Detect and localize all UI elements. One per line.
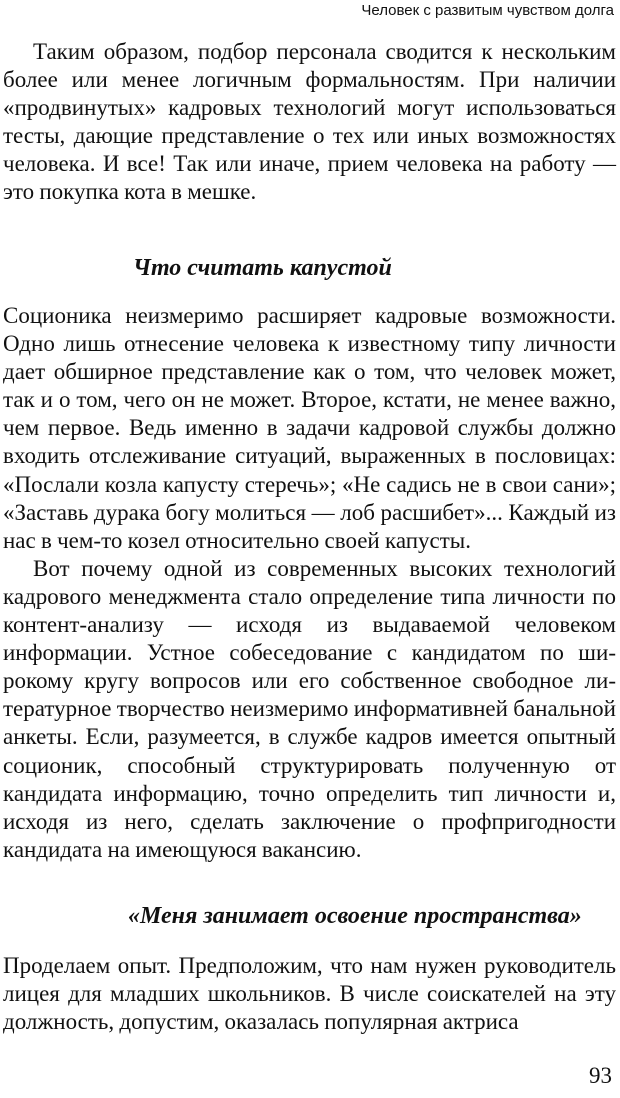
page-number: 93 [589,1063,612,1088]
section-text-block [3,302,616,864]
intro-text-block [3,38,616,207]
running-head: Человек с развитым чувством долга [361,2,614,19]
paragraph: Соционика неизмеримо расширяет кадровые возможности. Одно лишь отнесение человека к известному типу личности дает обширное представление как о том, что человек может, так и о том, чего он не может. Второе, кстати, не менее важно, чем первое. Ведь именно в задачи кадровой службы должно входить отслеживание ситуаций, выраженных в пословицах: «Послали козла капусту стеречь»; «Не садись не в свои сани»; «Заставь дурака богу молиться — лоб расшибет»... Каждый из нас в чем-то козел относительно своей капусты. [3,303,616,553]
section-heading: Что считать капустой [133,255,392,281]
paragraph: Проделаем опыт. Предположим, что нам нужен руководитель лицея для младших школьников. В числе соискателей на эту должность, допустим, оказалась популярная актриса [3,953,616,1035]
paragraph: Таким образом, подбор персонала сводится к нескольким более или менее логичным формальностям. При наличии «продвинутых» кадровых технологий могут использоваться тесты, дающие представление о тех или иных возможностях человека. И все! Так или иначе, прием человека на работу — это покупка кота в мешке. [3,39,616,205]
section-text-block [3,952,616,1036]
section-heading: «Меня занимает освоение пространства» [128,903,582,929]
paragraph: Вот почему одной из современных высоких технологий кадрового менеджмента стало определение типа личности по контент-анализу — исходя из выдаваемой человеком информации. Устное собеседование с кандидатом по широкому кругу вопросов или его собственное свободное литературное творчество неизмеримо информативней банальной анкеты. Если, разумеется, в службе кадров имеется опытный соционик, способный структурировать полученную от кандидата информацию, точно определить тип личности и, исходя из него, сделать заключение о профпригодности кандидата на имеющуюся вакансию. [3,555,616,862]
